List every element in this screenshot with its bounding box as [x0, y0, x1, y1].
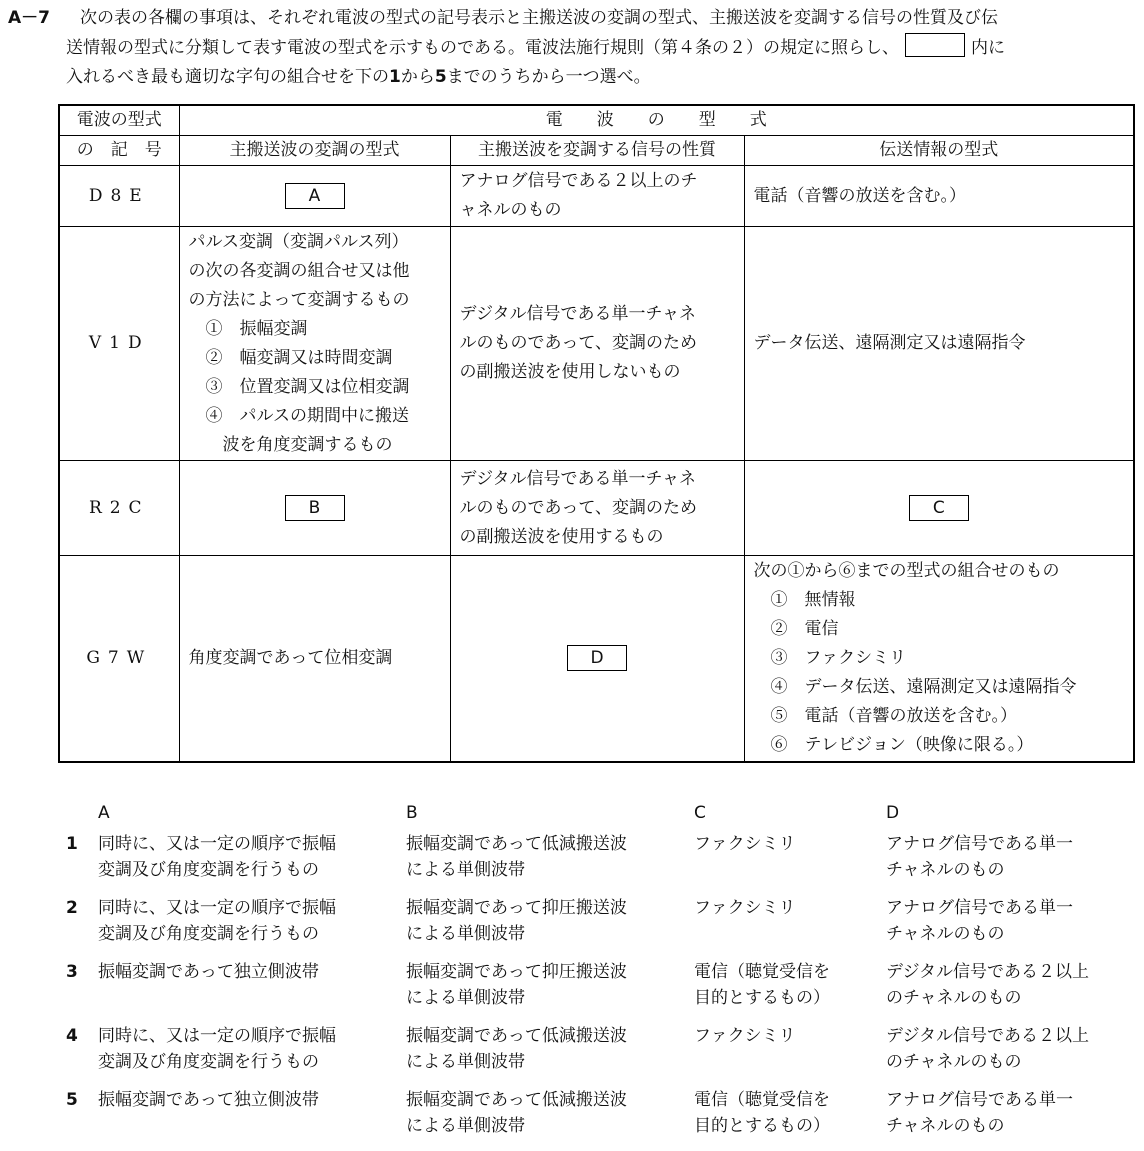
modulation-cell-b [179, 461, 450, 556]
header-signal: 主搬送波を変調する信号の性質 [450, 136, 744, 166]
answer-choice-1[interactable]: 1 同時に、又は一定の順序で振幅 変調及び角度変調を行うもの 振幅変調であって低減搬送波 による単側波帯 ファクシミリ アナログ信号である単一 チャネルのもの [66, 834, 1073, 880]
signal-cell-r2c: デジタル信号である単一チャネ ルのものであって、変調のため の副搬送波を使用するもの [450, 461, 744, 556]
blank-box-b: B [285, 495, 345, 521]
question-number: A－7 [8, 8, 50, 28]
header-symbol-1: 電波の型式 [59, 105, 179, 136]
question-line-2: 送情報の型式に分類して表す電波の型式を示すものである。電波法施行規則（第４条の２）の規定に照らし、 内に [8, 33, 1138, 63]
info-cell-v1d: データ伝送、遠隔測定又は遠隔指令 [744, 227, 1134, 461]
blank-box-d: D [567, 645, 627, 671]
answer-choice-4[interactable]: 4 同時に、又は一定の順序で振幅 変調及び角度変調を行うもの 振幅変調であって低減搬送波 による単側波帯 ファクシミリ デジタル信号である２以上 のチャネルのもの [66, 1026, 1089, 1072]
header-modulation: 主搬送波の変調の型式 [179, 136, 450, 166]
modulation-cell-a [179, 166, 450, 227]
signal-cell-v1d: デジタル信号である単一チャネ ルのものであって、変調のため の副搬送波を使用しないもの [450, 227, 744, 461]
question-line-3: 入れるべき最も適切な字句の組合せを下の1から5までのうちから一つ選べ。 [66, 67, 651, 87]
blank-box [905, 33, 965, 57]
symbol-g7w: G7W [59, 556, 179, 762]
answer-headers: A B C D [98, 803, 900, 823]
blank-box-c: C [909, 495, 969, 521]
header-info: 伝送情報の型式 [744, 136, 1134, 166]
info-cell-g7w: 次の①から⑥までの型式の組合せのもの ① 無情報 ② 電信 ③ ファクシミリ ④ データ伝送、遠隔測定又は遠隔指令 ⑤ 電話（音響の放送を含む。） ⑥ テレビジョン（映像に限る。） [744, 556, 1134, 762]
answer-choice-3[interactable]: 3 振幅変調であって独立側波帯 振幅変調であって抑圧搬送波 による単側波帯 電信（聴覚受信を 目的とするもの） デジタル信号である２以上 のチャネルのもの [66, 962, 1089, 1008]
answer-choices [66, 803, 1136, 1151]
question-text [8, 4, 1138, 92]
signal-cell-d [450, 556, 744, 762]
radio-wave-type-table [58, 104, 1135, 763]
header-wave-type: 電 波 の 型 式 [179, 105, 1134, 136]
info-cell-c [744, 461, 1134, 556]
header-symbol-2: の 記 号 [59, 136, 179, 166]
symbol-r2c: R2C [59, 461, 179, 556]
answer-choice-5[interactable]: 5 振幅変調であって独立側波帯 振幅変調であって低減搬送波 による単側波帯 電信（聴覚受信を 目的とするもの） アナログ信号である単一 チャネルのもの [66, 1090, 1073, 1136]
modulation-cell-g7w: 角度変調であって位相変調 [179, 556, 450, 762]
answer-choice-2[interactable]: 2 同時に、又は一定の順序で振幅 変調及び角度変調を行うもの 振幅変調であって抑圧搬送波 による単側波帯 ファクシミリ アナログ信号である単一 チャネルのもの [66, 898, 1073, 944]
modulation-cell-v1d: パルス変調（変調パルス列） の次の各変調の組合せ又は他 の方法によって変調するもの ① 振幅変調 ② 幅変調又は時間変調 ③ 位置変調又は位相変調 ④ パルスの期間中に搬送 波を角度変調するもの [179, 227, 450, 461]
blank-box-a: A [285, 183, 345, 209]
symbol-v1d: V1D [59, 227, 179, 461]
question-line-1: 次の表の各欄の事項は、それぞれ電波の型式の記号表示と主搬送波の変調の型式、主搬送波を変調する信号の性質及び伝 [80, 8, 998, 28]
info-cell-d8e: 電話（音響の放送を含む。） [744, 166, 1134, 227]
symbol-d8e: D8E [59, 166, 179, 227]
signal-cell-d8e: アナログ信号である２以上のチ ャネルのもの [450, 166, 744, 227]
